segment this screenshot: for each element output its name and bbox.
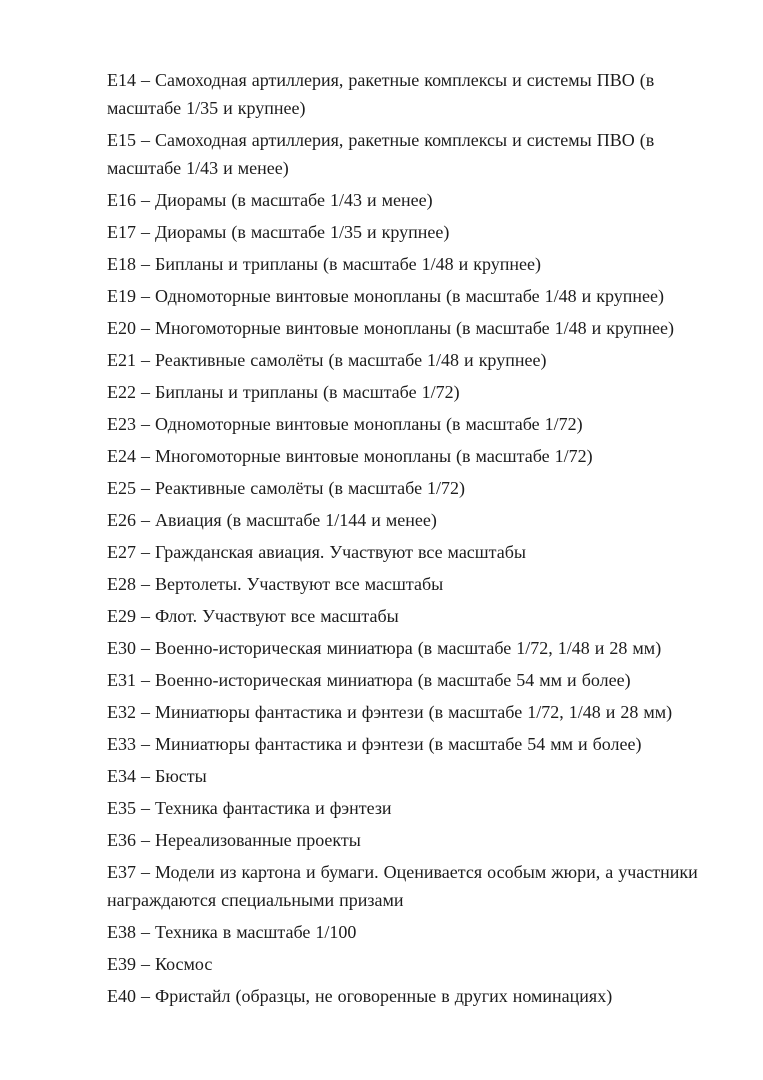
list-item: Е35 – Техника фантастика и фэнтези	[107, 798, 392, 818]
list-item: Е38 – Техника в масштабе 1/100	[107, 922, 357, 942]
list-item: Е15 – Самоходная артиллерия, ракетные комплексы и системы ПВО (в масштабе 1/43 и менее)	[107, 130, 655, 178]
list-item: Е19 – Одномоторные винтовые монопланы (в масштабе 1/48 и крупнее)	[107, 286, 664, 306]
list-item: Е37 – Модели из картона и бумаги. Оценивается особым жюри, а участники награждаются специальными призами	[107, 862, 698, 910]
list-item: Е29 – Флот. Участвуют все масштабы	[107, 606, 399, 626]
list-item: Е23 – Одномоторные винтовые монопланы (в масштабе 1/72)	[107, 414, 583, 434]
list-item: Е34 – Бюсты	[107, 766, 207, 786]
list-item: Е26 – Авиация (в масштабе 1/144 и менее)	[107, 510, 437, 530]
list-item: Е21 – Реактивные самолёты (в масштабе 1/48 и крупнее)	[107, 350, 547, 370]
list-item: Е39 – Космос	[107, 954, 213, 974]
list-item: Е27 – Гражданская авиация. Участвуют все масштабы	[107, 542, 526, 562]
list-item: Е33 – Миниатюры фантастика и фэнтези (в масштабе 54 мм и более)	[107, 734, 642, 754]
list-item: Е16 – Диорамы (в масштабе 1/43 и менее)	[107, 190, 433, 210]
list-item: Е22 – Бипланы и трипланы (в масштабе 1/72)	[107, 382, 460, 402]
list-item: Е24 – Многомоторные винтовые монопланы (в масштабе 1/72)	[107, 446, 593, 466]
list-item: Е17 – Диорамы (в масштабе 1/35 и крупнее)	[107, 222, 450, 242]
list-item: Е18 – Бипланы и трипланы (в масштабе 1/48 и крупнее)	[107, 254, 541, 274]
list-item: Е28 – Вертолеты. Участвуют все масштабы	[107, 574, 444, 594]
list-item: Е36 – Нереализованные проекты	[107, 830, 361, 850]
list-item: Е32 – Миниатюры фантастика и фэнтези (в масштабе 1/72, 1/48 и 28 мм)	[107, 702, 673, 722]
list-item: Е25 – Реактивные самолёты (в масштабе 1/72)	[107, 478, 466, 498]
category-list	[107, 66, 707, 1014]
list-item: Е40 – Фристайл (образцы, не оговоренные в других номинациях)	[107, 986, 613, 1006]
list-item: Е14 – Самоходная артиллерия, ракетные комплексы и системы ПВО (в масштабе 1/35 и крупнее)	[107, 70, 655, 118]
list-item: Е31 – Военно-историческая миниатюра (в масштабе 54 мм и более)	[107, 670, 631, 690]
list-item: Е30 – Военно-историческая миниатюра (в масштабе 1/72, 1/48 и 28 мм)	[107, 638, 662, 658]
list-item: Е20 – Многомоторные винтовые монопланы (в масштабе 1/48 и крупнее)	[107, 318, 675, 338]
